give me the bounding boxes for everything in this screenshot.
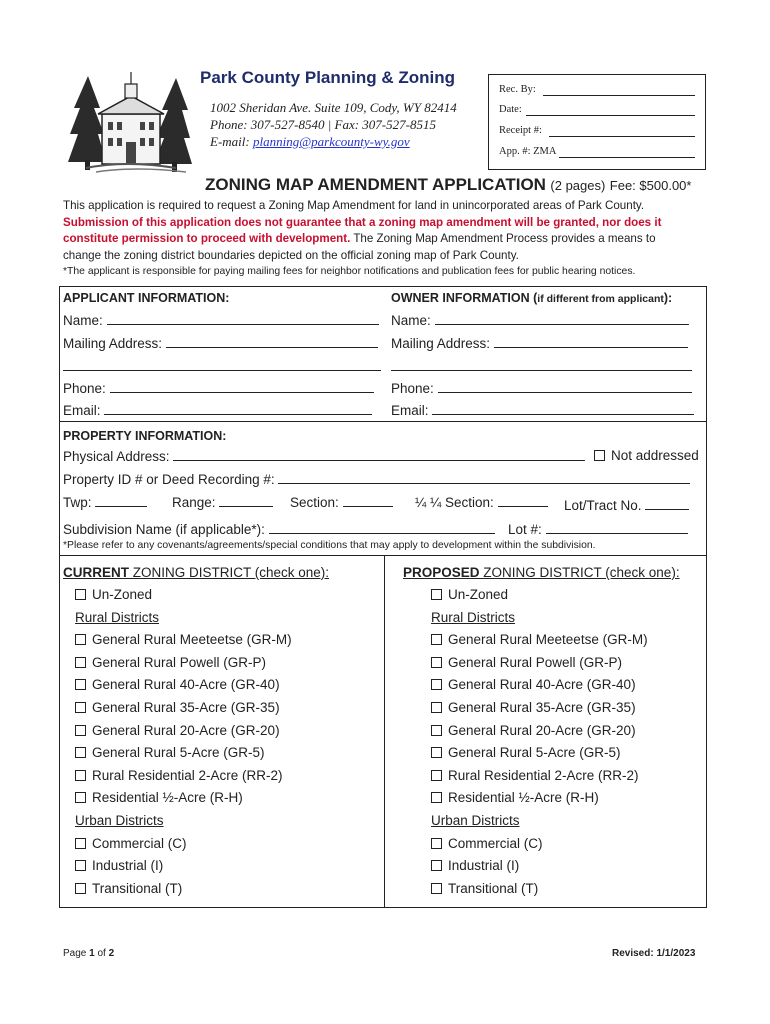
option-label: General Rural 5-Acre (GR-5) [448,745,621,761]
applicant-mailing-row [63,335,378,351]
checkbox[interactable] [75,860,86,871]
checkbox[interactable] [75,702,86,713]
intro-line-1: This application is required to request a Zoning Map Amendment for land in unincorporated areas of Park County. [63,199,645,212]
checkbox[interactable] [431,657,442,668]
rec-by-field[interactable] [543,95,695,96]
owner-heading: OWNER INFORMATION (if different from applicant): [391,291,673,305]
current-option-rural-2[interactable] [75,677,280,692]
app-number-field[interactable] [559,157,695,158]
intro-line-4: change the zoning district boundaries depicted on the official zoning map of Park County. [63,248,519,262]
applicant-name-field[interactable] [107,312,379,325]
current-option-urban-0[interactable] [75,836,187,851]
applicant-heading: APPLICANT INFORMATION: [63,291,230,305]
current-option-rural-3[interactable] [75,700,280,715]
applicant-email-field[interactable] [104,402,372,415]
owner-email-label: Email: [391,403,429,418]
checkbox[interactable] [431,838,442,849]
checkbox[interactable] [431,702,442,713]
current-zoning-heading: CURRENT ZONING DISTRICT (check one): [63,565,330,580]
applicant-phone-label: Phone: [63,381,106,396]
applicant-email-row [63,402,372,418]
org-contact [210,99,457,150]
receipt-label: Receipt #: [499,125,542,136]
proposed-option-urban-1[interactable] [431,858,519,873]
applicant-name-row [63,312,379,328]
current-option-rural-6[interactable] [75,768,283,783]
org-email-line [210,133,457,150]
page-number: Page 1 of 2 [63,948,115,959]
lot-number-label: Lot #: [508,522,542,537]
property-id-label: Property ID # or Deed Recording #: [63,472,275,487]
quarter-section-row [415,494,548,510]
checkbox[interactable] [75,770,86,781]
option-label: General Rural Meeteetse (GR-M) [448,632,648,648]
range-row [172,494,273,510]
physical-address-row [63,448,585,464]
proposed-option-urban-2[interactable] [431,881,538,896]
applicant-mailing-field[interactable] [166,335,378,348]
option-label: General Rural 40-Acre (GR-40) [92,677,280,693]
checkbox[interactable] [75,679,86,690]
checkbox[interactable] [431,725,442,736]
zoning-divider [384,556,385,907]
option-label: General Rural 20-Acre (GR-20) [448,722,636,738]
current-option-rural-5[interactable] [75,745,265,760]
checkbox[interactable] [75,883,86,894]
option-label: General Rural Powell (GR-P) [448,654,623,670]
current-option-rural-7[interactable] [75,790,243,805]
subdivision-row [63,521,495,537]
applicant-mailing-field-2[interactable] [63,370,381,371]
email-label: E-mail: [210,134,250,149]
physical-address-label: Physical Address: [63,449,170,464]
form-title: ZONING MAP AMENDMENT APPLICATION [205,175,546,194]
owner-phone-label: Phone: [391,381,434,396]
proposed-option-rural-0[interactable] [431,632,648,647]
current-option-rural-1[interactable] [75,655,266,670]
owner-phone-field[interactable] [438,380,692,393]
checkbox[interactable] [75,838,86,849]
option-label: Commercial (C) [448,835,543,851]
option-label: General Rural 40-Acre (GR-40) [448,677,636,693]
form-title-line [205,175,691,195]
receipt-field[interactable] [549,136,695,137]
range-label: Range: [172,495,216,510]
applicant-email-label: Email: [63,403,101,418]
warning-line-1: Submission of this application does not guarantee that a zoning map amendment will be granted, nor does it [63,215,662,229]
not-addressed-option[interactable] [594,448,699,463]
option-label: Residential ½-Acre (R-H) [448,790,599,806]
email-link[interactable]: planning@parkcounty-wy.gov [252,134,410,149]
proposed-option-rural-4[interactable] [431,723,636,738]
proposed-option-rural-7[interactable] [431,790,599,805]
org-phone-fax: Phone: 307-527-8540 | Fax: 307-527-8515 [210,117,436,132]
checkbox[interactable] [75,634,86,645]
subdivision-field[interactable] [269,521,495,534]
current-urban-districts-heading: Urban Districts [75,813,164,828]
subdivision-label: Subdivision Name (if applicable*): [63,522,265,537]
option-label: General Rural 20-Acre (GR-20) [92,722,280,738]
lot-tract-row [564,497,689,513]
twp-label: Twp: [63,495,92,510]
intro-line-3: The Zoning Map Amendment Process provides a means to [350,232,656,245]
applicant-phone-row [63,380,374,396]
physical-address-field[interactable] [173,448,585,461]
current-option-urban-2[interactable] [75,881,182,896]
property-id-row [63,471,690,487]
option-label: Rural Residential 2-Acre (RR-2) [92,767,283,783]
checkbox[interactable] [75,725,86,736]
checkbox[interactable] [431,860,442,871]
not-addressed-checkbox[interactable] [594,450,605,461]
range-field[interactable] [219,494,273,507]
fee: Fee: $500.00* [609,178,692,193]
subdivision-note: *Please refer to any covenants/agreements/special conditions that may apply to development within the subdivision. [63,540,596,551]
property-id-field[interactable] [278,471,690,484]
proposed-option-unzoned[interactable] [431,587,508,602]
option-label: Commercial (C) [92,835,187,851]
intro-paragraph [63,198,713,281]
option-label: General Rural 35-Acre (GR-35) [92,700,280,715]
revised-date: Revised: 1/1/2023 [612,948,696,959]
checkbox[interactable] [431,679,442,690]
proposed-option-rural-1[interactable] [431,655,622,670]
owner-email-row [391,402,694,418]
checkbox[interactable] [431,747,442,758]
checkbox[interactable] [431,770,442,781]
owner-mailing-label: Mailing Address: [391,336,491,351]
checkbox[interactable] [75,657,86,668]
current-option-rural-0[interactable] [75,632,292,647]
fee-note: *The applicant is responsible for paying mailing fees for neighbor notifications and publication fees for public hearing notices. [63,266,636,277]
checkbox[interactable] [75,792,86,803]
lot-number-field[interactable] [546,521,688,534]
option-label: Industrial (I) [92,858,164,874]
option-label: General Rural Meeteetse (GR-M) [92,632,292,648]
twp-row [63,494,147,510]
office-use-box [488,74,706,170]
proposed-option-rural-2[interactable] [431,677,636,692]
current-option-urban-1[interactable] [75,858,163,873]
section-label: Section: [290,495,339,510]
current-rural-districts-heading: Rural Districts [75,609,160,625]
proposed-option-rural-6[interactable] [431,768,639,783]
section-row [290,494,393,510]
checkbox[interactable] [75,589,86,600]
org-address: 1002 Sheridan Ave. Suite 109, Cody, WY 82414 [210,100,457,115]
proposed-option-rural-3[interactable] [431,700,636,715]
app-number-label: App. #: ZMA [499,146,557,157]
current-option-unzoned[interactable] [75,587,152,602]
owner-mailing-row [391,335,688,351]
rec-by-label: Rec. By: [499,84,536,95]
applicant-phone-field[interactable] [110,380,374,393]
option-label: Rural Residential 2-Acre (RR-2) [448,767,639,783]
courthouse-logo [66,68,196,176]
lot-tract-label: Lot/Tract No. [564,498,642,513]
current-option-rural-4[interactable] [75,723,280,738]
checkbox[interactable] [431,792,442,803]
option-label: Transitional (T) [92,880,183,896]
option-label: Un-Zoned [92,587,153,602]
twp-field[interactable] [95,494,147,507]
date-label: Date: [499,104,522,115]
owner-mailing-field[interactable] [494,335,688,348]
proposed-rural-districts-heading: Rural Districts [431,609,516,625]
warning-line-2: constitute permission to proceed with development. [63,232,351,245]
owner-name-row [391,312,689,328]
owner-phone-row [391,380,692,396]
quarter-section-field[interactable] [498,494,548,507]
option-label: General Rural 5-Acre (GR-5) [92,745,265,761]
quarter-section-label: ¼ ¼ Section: [415,495,494,510]
owner-email-field[interactable] [432,402,694,415]
page-count: (2 pages) [550,178,606,193]
proposed-zoning-heading: PROPOSED ZONING DISTRICT (check one): [403,565,680,580]
option-label: Industrial (I) [448,858,520,874]
proposed-option-urban-0[interactable] [431,836,543,851]
not-addressed-label: Not addressed [611,448,699,463]
property-heading: PROPERTY INFORMATION: [63,429,227,443]
owner-name-field[interactable] [435,312,689,325]
date-field[interactable] [526,115,695,116]
owner-mailing-field-2[interactable] [391,370,692,371]
option-label: Residential ½-Acre (R-H) [92,790,243,806]
checkbox[interactable] [431,634,442,645]
option-label: General Rural Powell (GR-P) [92,654,267,670]
checkbox[interactable] [431,589,442,600]
proposed-option-rural-5[interactable] [431,745,621,760]
option-label: Transitional (T) [448,880,539,896]
owner-name-label: Name: [391,313,431,328]
proposed-urban-districts-heading: Urban Districts [431,813,520,828]
lot-tract-field[interactable] [645,497,689,510]
section-field[interactable] [343,494,393,507]
org-title: Park County Planning & Zoning [200,68,455,87]
checkbox[interactable] [431,883,442,894]
option-label: General Rural 35-Acre (GR-35) [448,700,636,715]
checkbox[interactable] [75,747,86,758]
lot-number-row [508,521,688,537]
applicant-mailing-label: Mailing Address: [63,336,163,351]
applicant-name-label: Name: [63,313,103,328]
option-label: Un-Zoned [448,587,509,602]
